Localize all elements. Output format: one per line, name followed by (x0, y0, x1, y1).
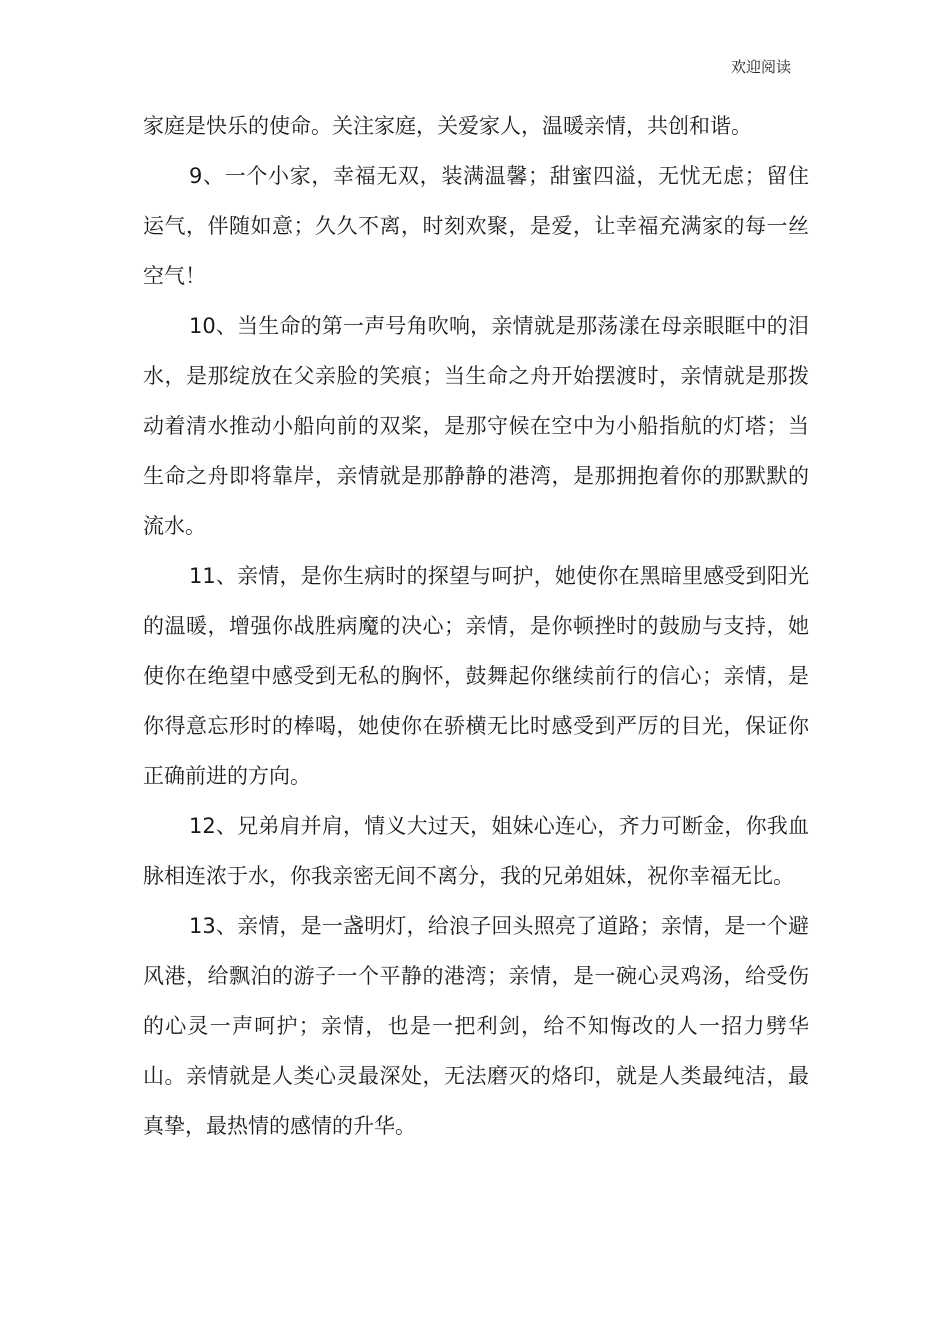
paragraph-item-12: 12、兄弟肩并肩，情义大过天，姐妹心连心，齐力可断金，你我血脉相连浓于水，你我亲密无间不离分，我的兄弟姐妹，祝你幸福无比。 (143, 814, 809, 888)
paragraph-item-11: 11、亲情，是你生病时的探望与呵护，她使你在黑暗里感受到阳光的温暖，增强你战胜病魔的决心；亲情，是你顿挫时的鼓励与支持，她使你在绝望中感受到无私的胸怀，鼓舞起你继续前行的信心；亲情，是你得意忘形时的棒喝，她使你在骄横无比时感受到严厉的目光，保证你正确前进的方向。 (143, 564, 809, 788)
paragraph-item-9: 9、一个小家，幸福无双，装满温馨；甜蜜四溢，无忧无虑；留住运气，伴随如意；久久不离，时刻欢聚，是爱，让幸福充满家的每一丝空气！ (143, 164, 809, 288)
paragraph-item-13: 13、亲情，是一盏明灯，给浪子回头照亮了道路；亲情，是一个避风港，给飘泊的游子一个平静的港湾；亲情，是一碗心灵鸡汤，给受伤的心灵一声呵护；亲情，也是一把利剑，给不知悔改的人一招力劈华山。亲情就是人类心灵最深处，无法磨灭的烙印，就是人类最纯洁，最真挚，最热情的感情的升华。 (143, 914, 809, 1138)
paragraph-item-10: 10、当生命的第一声号角吹响，亲情就是那荡漾在母亲眼眶中的泪水，是那绽放在父亲脸的笑痕；当生命之舟开始摆渡时，亲情就是那拨动着清水推动小船向前的双桨，是那守候在空中为小船指航的灯塔；当生命之舟即将靠岸，亲情就是那静静的港湾，是那拥抱着你的那默默的流水。 (143, 314, 809, 538)
document-body (143, 101, 809, 1151)
paragraph-continuation: 家庭是快乐的使命。关注家庭，关爱家人，温暖亲情，共创和谐。 (143, 114, 752, 138)
header-note: 欢迎阅读 (731, 58, 792, 76)
